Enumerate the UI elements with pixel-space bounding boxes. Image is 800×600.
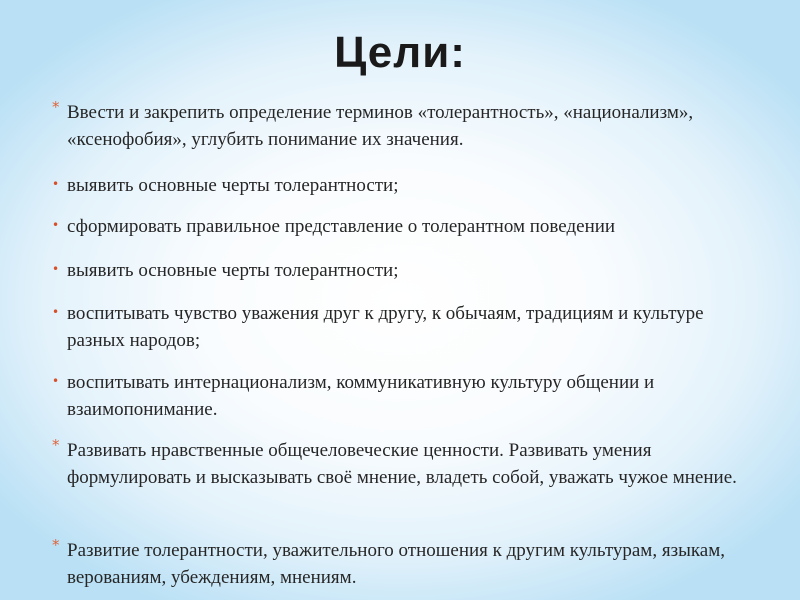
bullet-item <box>52 369 752 423</box>
bullet-item <box>52 213 752 240</box>
bullet-item <box>52 257 752 284</box>
asterisk-icon: * <box>52 536 60 554</box>
bullet-text: сформировать правильное представление о толерантном поведении <box>67 216 616 237</box>
dot-icon: • <box>52 218 60 232</box>
slide-title: Цели: <box>334 28 466 77</box>
bullet-item <box>52 537 752 591</box>
dot-icon: • <box>52 262 60 276</box>
bullet-text: Развитие толерантности, уважительного отношения к другим культурам, языкам, верованиям, убеждениям, мнениям. <box>67 540 725 588</box>
bullet-text: воспитывать чувство уважения друг к другу, к обычаям, традициям и культуре разных народов; <box>67 303 704 351</box>
bullet-text: Развивать нравственные общечеловеческие ценности. Развивать умения формулировать и высказывать своё мнение, владеть собой, уважать чужое мнение. <box>67 440 737 488</box>
dot-icon: • <box>52 305 60 319</box>
asterisk-icon: * <box>52 98 60 116</box>
bullet-item <box>52 172 752 199</box>
dot-icon: • <box>52 177 60 191</box>
bullet-item <box>52 437 752 491</box>
bullet-item <box>52 300 752 354</box>
bullet-text: Ввести и закрепить определение терминов «толерантность», «национализм», «ксенофобия», углубить понимание их значения. <box>67 102 694 150</box>
asterisk-icon: * <box>52 436 60 454</box>
dot-icon: • <box>52 374 60 388</box>
bullet-text: выявить основные черты толерантности; <box>67 260 399 281</box>
bullet-text: выявить основные черты толерантности; <box>67 175 399 196</box>
bullet-text: воспитывать интернационализм, коммуникативную культуру общении и взаимопонимание. <box>67 372 655 420</box>
bullet-item <box>52 99 752 153</box>
